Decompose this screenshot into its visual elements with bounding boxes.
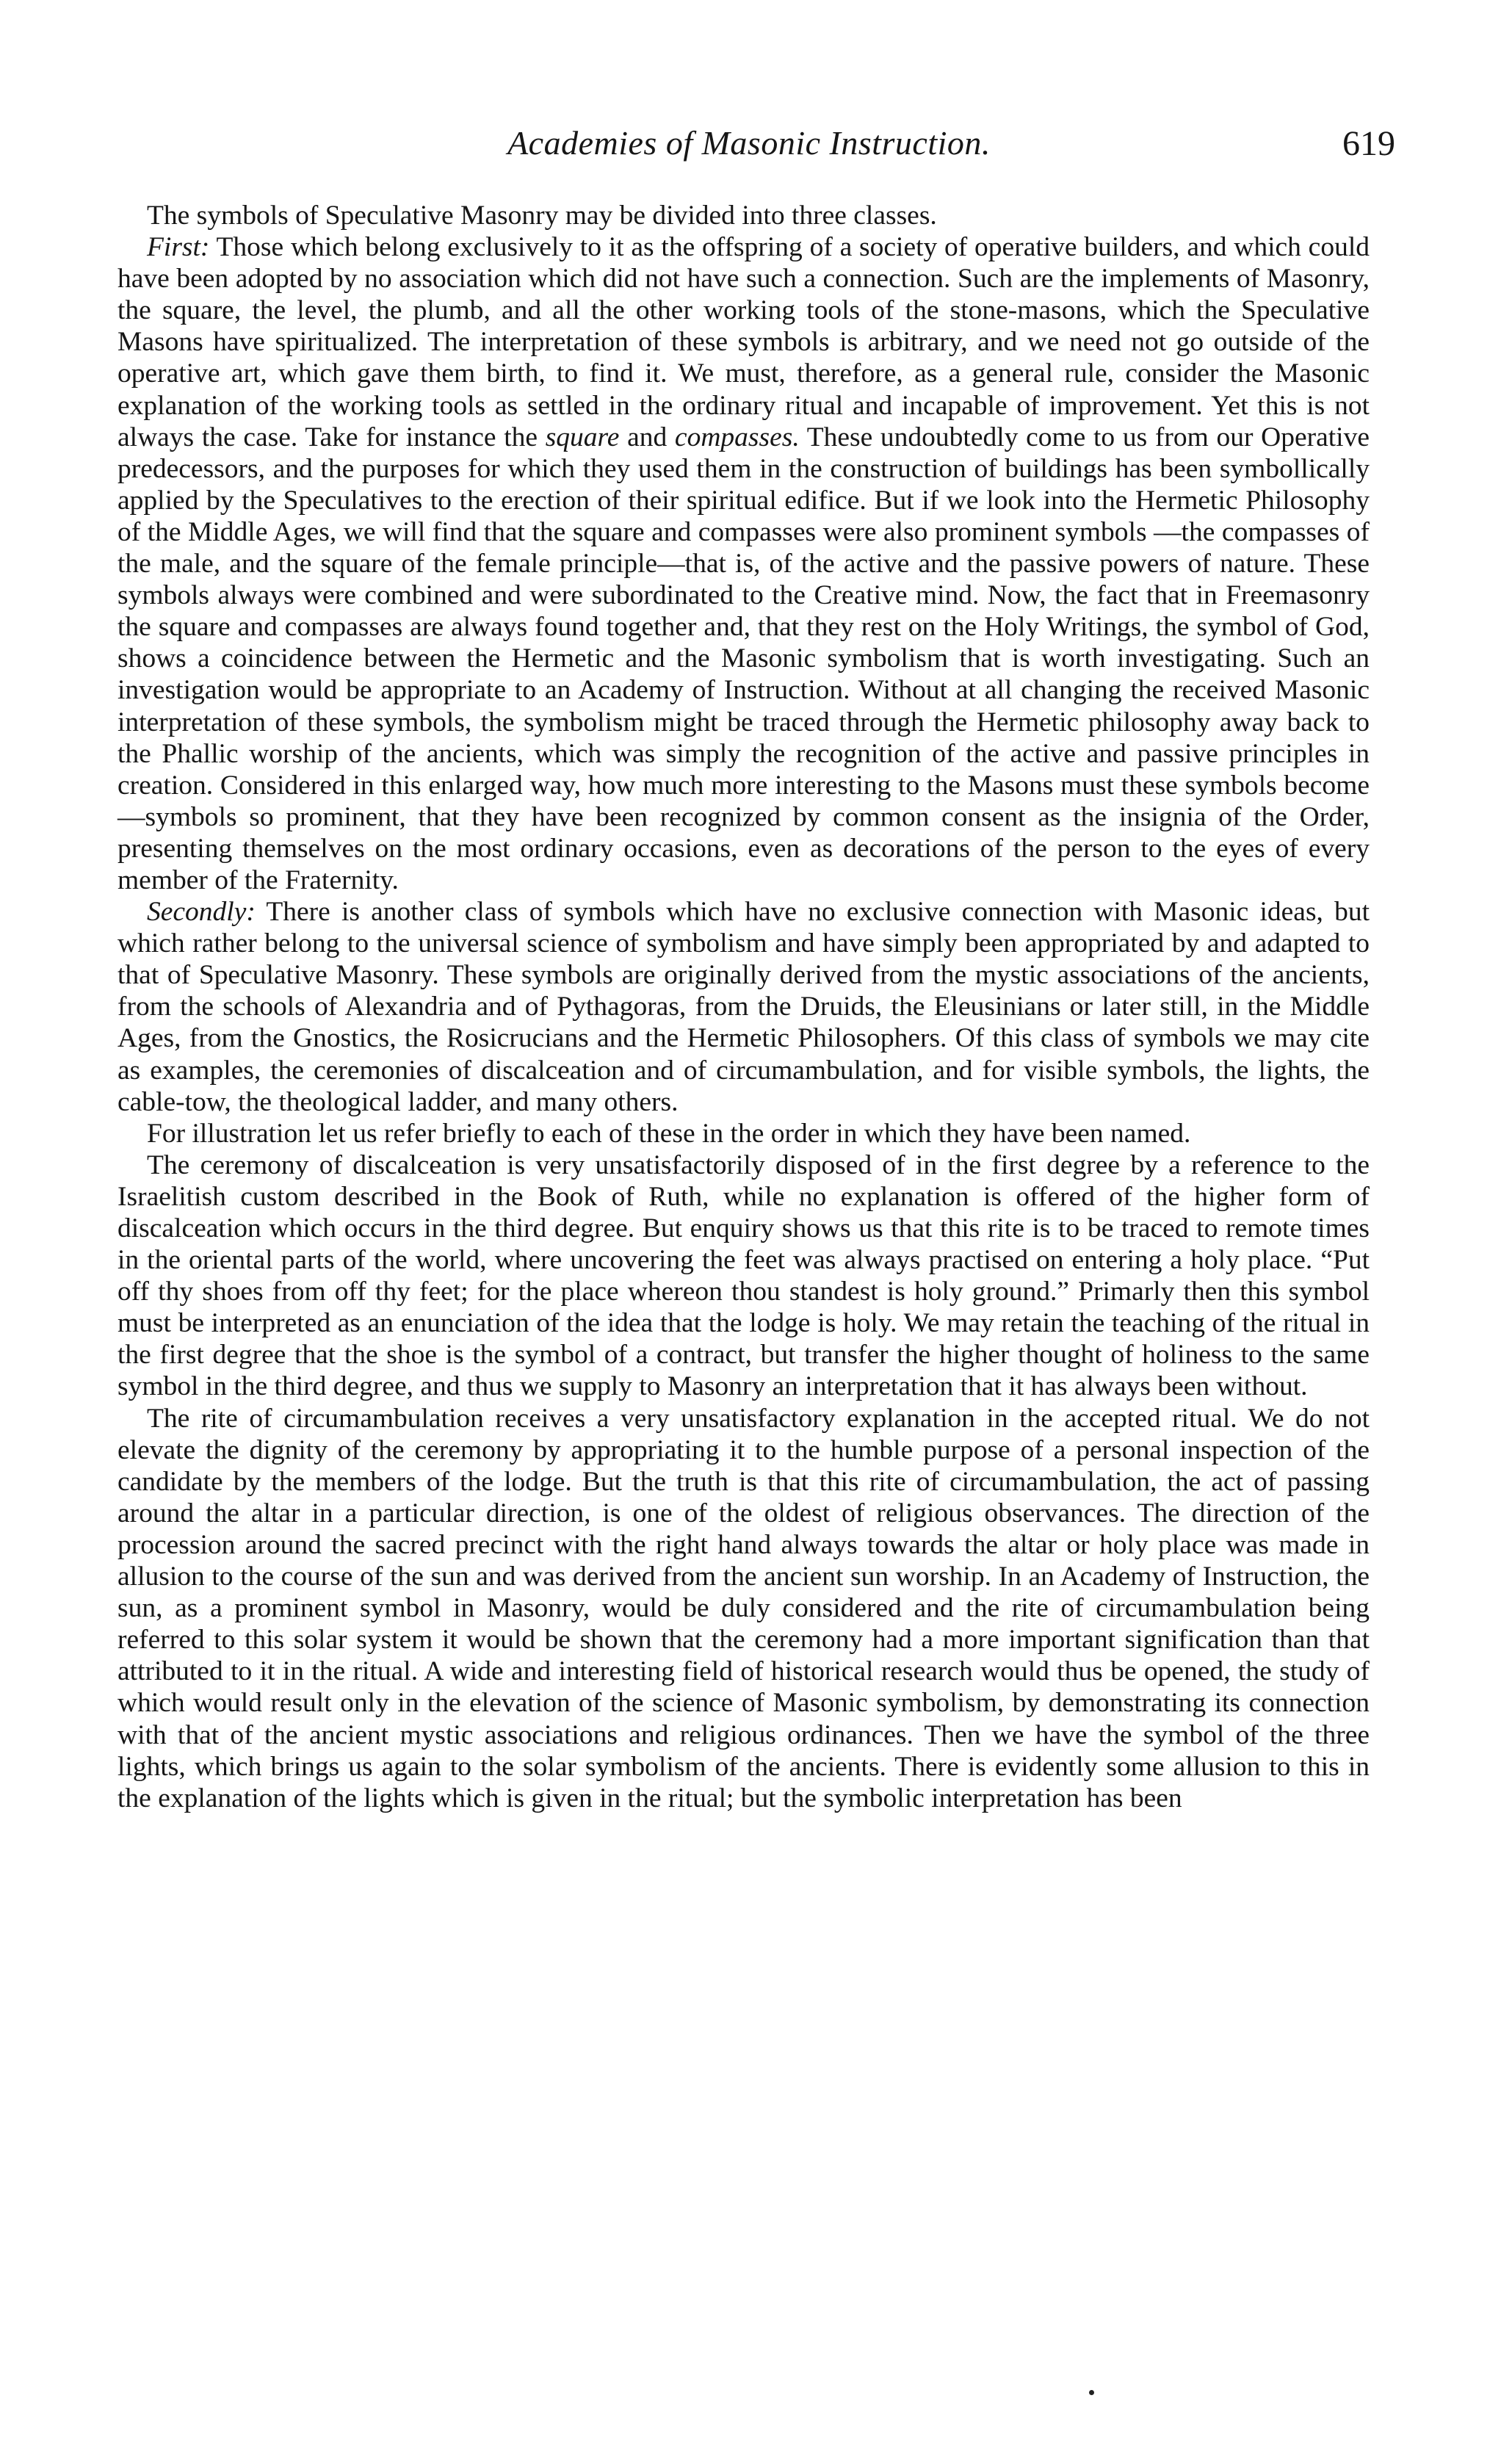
paragraph-lead: Secondly: (147, 897, 256, 928)
body-text (117, 200, 1370, 1814)
page-number: 619 (1342, 124, 1395, 163)
ink-speck (1089, 2390, 1094, 2395)
running-head: Academies of Masonic Instruction. (507, 124, 991, 162)
emphasis-square: square (545, 422, 620, 452)
paragraph-second-class (117, 896, 1370, 1118)
paragraph-text: Those which belong exclusively to it as the offspring of a society of operative builders, and which could have been adopted by no association which did not have such a connection. Such are the implements of Masonry, the square, the level, the plumb, and all the other working tools of the stone-masons, which the Speculative Masons have spiritualized. The interpretation of these symbols is arbitrary, and we need not go outside of the operative art, which gave them birth, to find it. We must, therefore, as a general rule, consider the Masonic explanation of the working tools as settled in the ordinary ritual and incapable of improvement. Yet this is not always the case. Take for instance the (117, 232, 1370, 452)
paragraph-text: The symbols of Speculative Masonry may be divided into three classes. (147, 201, 937, 231)
paragraph-text: These undoubtedly come to us from our Operative predecessors, and the purposes for which they used them in the construction of buildings has been symbollically applied by the Speculatives to the erection of their spiritual edifice. But if we look into the Hermetic Philosophy of the Middle Ages, we will find that the square and compasses were also prominent symbols —the compasses of the male, and the square of the female principle—that is, of the active and the passive powers of nature. These symbols always were combined and were subordinated to the Creative mind. Now, the fact that in Freemasonry the square and compasses are always found together and, that they rest on the Holy Writings, the symbol of God, shows a coincidence between the Hermetic and the Masonic symbolism that is worth investigating. Such an investigation would be appropriate to an Academy of Instruction. Without at all changing the received Masonic interpretation of these symbols, the symbolism might be traced through the Hermetic philosophy away back to the Phallic worship of the ancients, which was simply the recognition of the active and passive principles in creation. Considered in this enlarged way, how much more interesting to the Masons must these symbols become—symbols so prominent, that they have been recognized by common consent as the insignia of the Order, presenting themselves on the most ordinary occasions, even as decorations of the person to the eyes of every member of the Fraternity. (117, 422, 1370, 895)
paragraph-text: and (619, 422, 675, 452)
page-header (117, 123, 1395, 175)
paragraph-text: There is another class of symbols which have no exclusive connection with Masonic ideas, but which rather belong to the universal science of symbolism and have simply been appropriated by and adapted to that of Speculative Masonry. These symbols are originally derived from the mystic associations of the ancients, from the schools of Alexandria and of Pythagoras, from the Druids, the Eleusinians or later still, in the Middle Ages, from the Gnostics, the Rosicrucians and the Hermetic Philosophers. Of this class of symbols we may cite as examples, the ceremonies of discalceation and of circumambulation, and for visible symbols, the lights, the cable-tow, the theological ladder, and many others. (117, 897, 1370, 1117)
paragraph-intro (117, 200, 1370, 231)
paragraph-discalceation (117, 1149, 1370, 1403)
paragraph-first-class (117, 231, 1370, 896)
paragraph-text: The rite of circumambulation receives a very unsatisfactory explanation in the accepted ritual. We do not elevate the dignity of the ceremony by appropriating it to the humble purpose of a personal inspection of the candidate by the members of the lodge. But the truth is that this rite of circumambulation, the act of passing around the altar in a particular direction, is one of the oldest of religious observances. The direction of the procession around the sacred precinct with the right hand always towards the altar or holy place was made in allusion to the course of the sun and was derived from the ancient sun worship. In an Academy of Instruction, the sun, as a prominent symbol in Masonry, would be duly considered and the rite of circumambulation being referred to this solar system it would be shown that the ceremony had a more important signification than that attributed to it in the ritual. A wide and interesting field of historical research would thus be opened, the study of which would result only in the elevation of the science of Masonic symbolism, by demonstrating its connection with that of the ancient mystic associations and religious ordinances. Then we have the symbol of the three lights, which brings us again to the solar symbolism of the ancients. There is evidently some allusion to this in the explanation of the lights which is given in the ritual; but the symbolic interpretation has been (117, 1403, 1370, 1813)
paragraph-text: For illustration let us refer briefly to each of these in the order in which they have been named. (147, 1118, 1191, 1149)
paragraph-text: The ceremony of discalceation is very unsatisfactorily disposed of in the first degree by a reference to the Israelitish custom described in the Book of Ruth, while no explanation is offered of the higher form of discalceation which occurs in the third degree. But enquiry shows us that this rite is to be traced to remote times in the oriental parts of the world, where uncovering the feet was always practised on entering a holy place. “Put off thy shoes from off thy feet; for the place whereon thou standest is holy ground.” Primarly then this symbol must be interpreted as an enunciation of the idea that the lodge is holy. We may retain the teaching of the ritual in the first degree that the shoe is the symbol of a contract, but transfer the higher thought of holiness to the same symbol in the third degree, and thus we supply to Masonry an interpretation that it has always been without. (117, 1149, 1370, 1402)
emphasis-compasses: compasses. (674, 422, 800, 452)
paragraph-lead: First: (147, 232, 210, 263)
paragraph-illustration (117, 1118, 1370, 1149)
paragraph-circumambulation (117, 1403, 1370, 1814)
